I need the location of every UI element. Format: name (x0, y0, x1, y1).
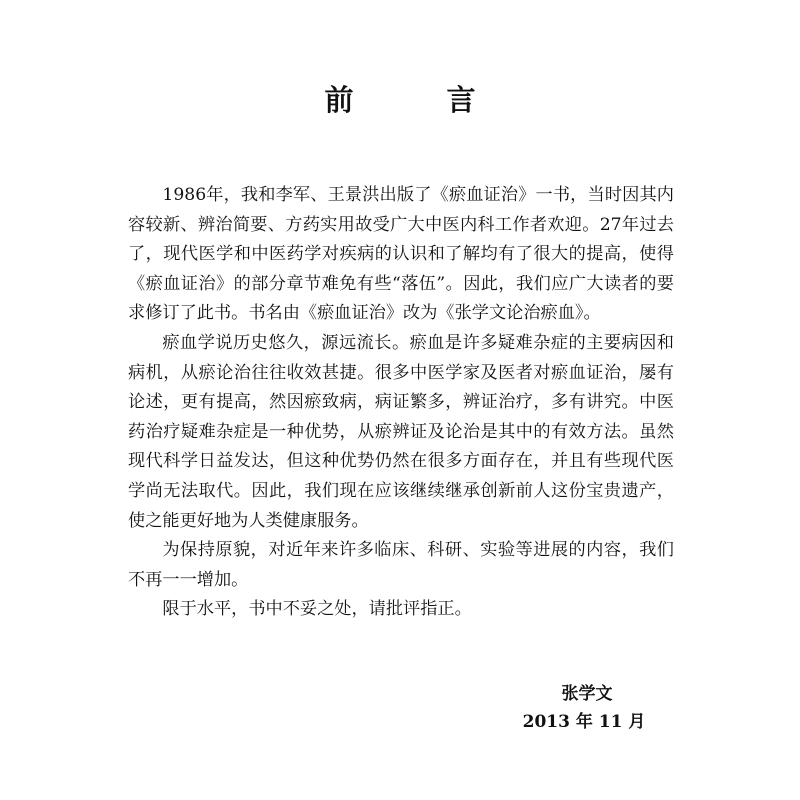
paragraph-2: 瘀血学说历史悠久，源远流长。瘀血是许多疑难杂症的主要病因和病机，从瘀论治往往收效甚捷。很多中医学家及医者对瘀血证治，屡有论述，更有提高，然因瘀致病，病证繁多，辨证治疗，多有讲究。中医药治疗疑难杂症是一种优势，从瘀辨证及论治是其中的有效方法。虽然现代科学日益发达，但这种优势仍然在很多方面存在，并且有些现代医学尚无法取代。因此，我们现在应该继续继承创新前人这份宝贵遗产，使之能更好地为人类健康服务。 (128, 332, 674, 531)
paragraph-3: 为保持原貌，对近年来许多临床、科研、实验等进展的内容，我们不再一一增加。 (128, 540, 674, 590)
paragraph-1: 1986年，我和李军、王景洪出版了《瘀血证治》一书，当时因其内容较新、辨治简要、方药实用故受广大中医内科工作者欢迎。27年过去了，现代医学和中医药学对疾病的认识和了解均有了很大的提高，使得《瘀血证治》的部分章节难免有些“落伍”。因此，我们应广大读者的要求修订了此书。书名由《瘀血证治》改为《张学文论治瘀血》。 (128, 185, 674, 324)
author-signature: 张学文 (561, 684, 613, 704)
signature-date: 2013 年 11 月 (522, 712, 646, 732)
paragraph-4: 限于水平，书中不妥之处，请批评指正。 (162, 599, 472, 620)
page-title: 前 言 (324, 83, 508, 117)
preface-body (128, 181, 674, 625)
